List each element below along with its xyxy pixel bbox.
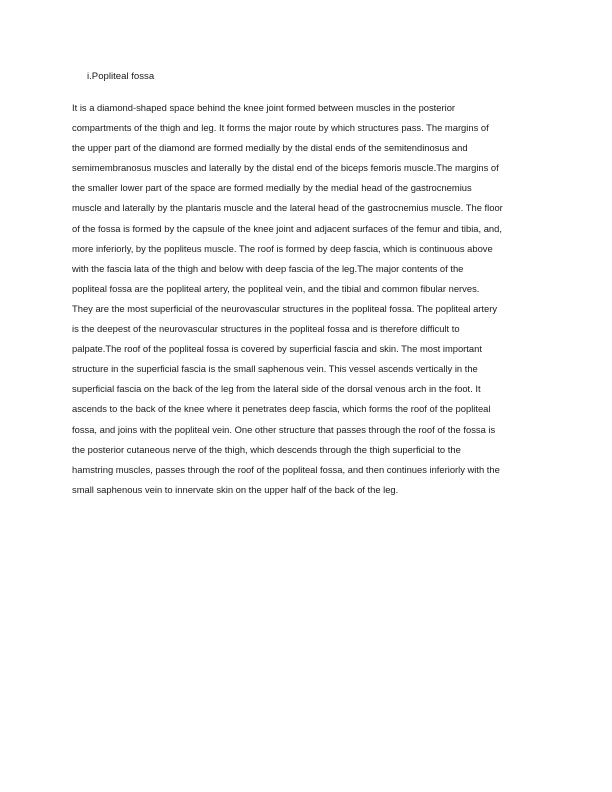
paragraph-line: is the deepest of the neurovascular structures in the popliteal fossa and is therefore difficult to bbox=[72, 323, 460, 335]
paragraph-line: the posterior cutaneous nerve of the thigh, which descends through the thigh superficial to the bbox=[72, 443, 461, 455]
paragraph-line: compartments of the thigh and leg. It forms the major route by which structures pass. The margins of bbox=[72, 122, 489, 134]
paragraph-line: It is a diamond-shaped space behind the knee joint formed between muscles in the posterior bbox=[72, 102, 456, 113]
section-heading: i.Popliteal fossa bbox=[87, 71, 155, 82]
paragraph-line: the smaller lower part of the space are formed medially by the medial head of the gastrocnemius bbox=[72, 182, 472, 194]
paragraph-line: hamstring muscles, passes through the roof of the popliteal fossa, and then continues inferiorly with the bbox=[72, 463, 500, 475]
paragraph-line: They are the most superficial of the neurovascular structures in the popliteal fossa. The popliteal artery bbox=[72, 302, 498, 314]
paragraph-line: with the fascia lata of the thigh and below with deep fascia of the leg.The major contents of the bbox=[72, 262, 464, 274]
paragraph-line: structure in the superficial fascia is the small saphenous vein. This vessel ascends vertically in the bbox=[72, 363, 478, 375]
paragraph-line: the upper part of the diamond are formed medially by the distal ends of the semitendinosus and bbox=[72, 142, 468, 154]
paragraph-line: popliteal fossa are the popliteal artery, the popliteal vein, and the tibial and common fibular nerves. bbox=[72, 282, 480, 294]
paragraph-line: ascends to the back of the knee where it penetrates deep fascia, which forms the roof of the popliteal bbox=[72, 403, 491, 415]
paragraph-line: muscle and laterally by the plantaris muscle and the lateral head of the gastrocnemius muscle. The floor bbox=[72, 202, 503, 214]
paragraph-line: more inferiorly, by the popliteus muscle. The roof is formed by deep fascia, which is continuous above bbox=[72, 242, 493, 254]
paragraph-line: palpate.The roof of the popliteal fossa is covered by superficial fascia and skin. The most important bbox=[72, 343, 482, 355]
paragraph-line: fossa, and joins with the popliteal vein. One other structure that passes through the roof of the fossa is bbox=[72, 423, 496, 435]
paragraph-line: of the fossa is formed by the capsule of the knee joint and adjacent surfaces of the femur and tibia, and, bbox=[72, 222, 502, 234]
body-paragraph bbox=[72, 98, 552, 500]
paragraph-line: superficial fascia on the back of the leg from the lateral side of the dorsal venous arch in the foot. It bbox=[72, 383, 481, 395]
paragraph-line: small saphenous vein to innervate skin on the upper half of the back of the leg. bbox=[72, 483, 399, 495]
paragraph-line: semimembranosus muscles and laterally by the distal end of the biceps femoris muscle.The margins of bbox=[72, 162, 499, 174]
